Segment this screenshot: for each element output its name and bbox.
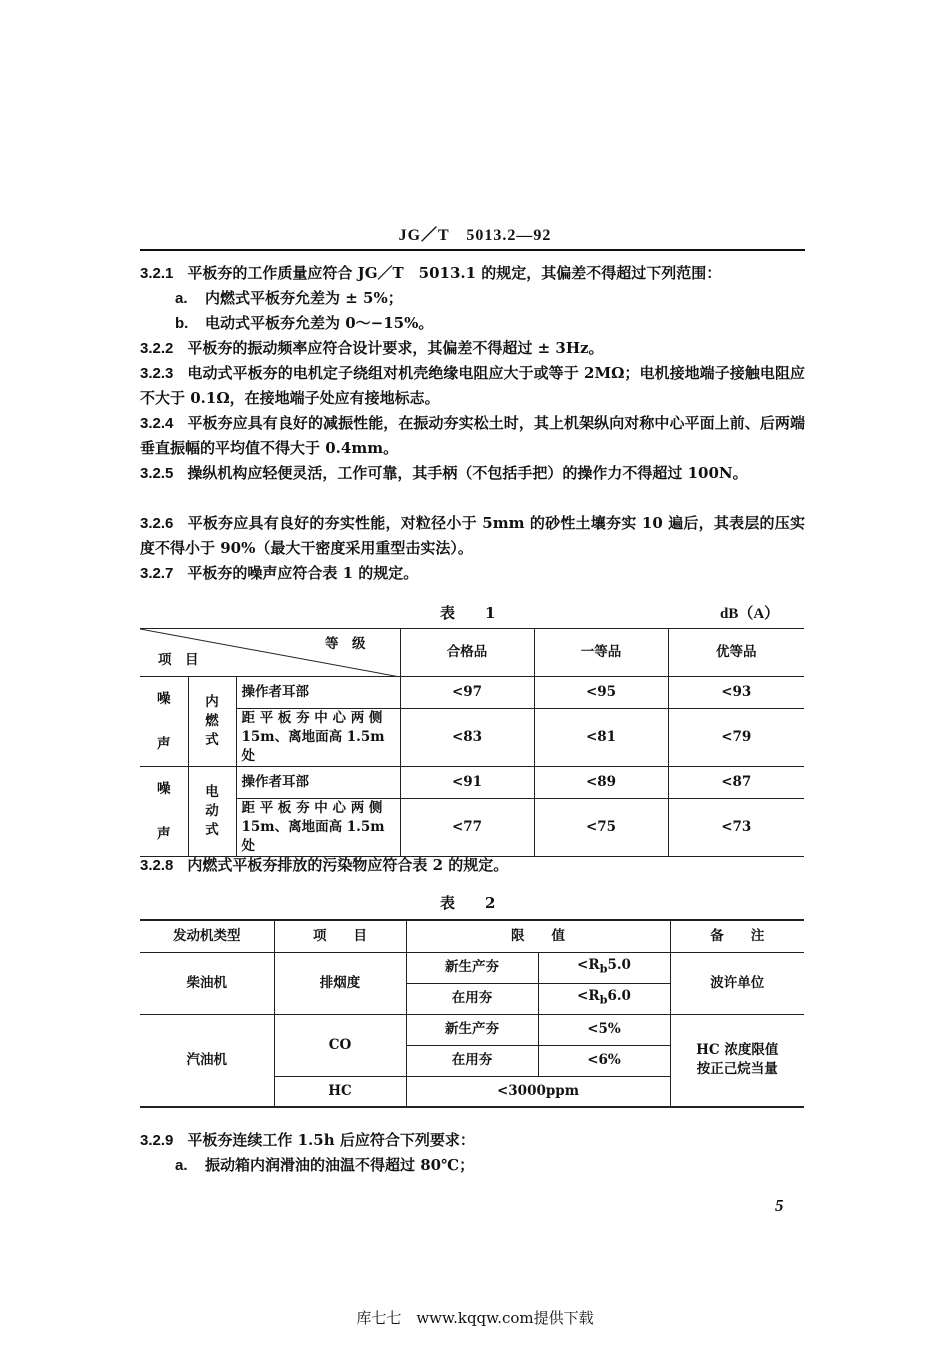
row-group-label: [140, 767, 188, 857]
noise-char: 噪: [157, 780, 171, 797]
column-header: 合格品: [400, 629, 534, 677]
clause-3-2-2: [140, 336, 805, 361]
table1-unit: dB（A）: [720, 606, 780, 622]
noise-char: 噪: [157, 690, 171, 707]
list-item: [175, 286, 403, 311]
ice-char: 式: [205, 732, 219, 748]
diagonal-header-cell: [140, 629, 400, 677]
elec-char: 电: [205, 784, 219, 800]
condition-cell: 新生产夯: [406, 1014, 538, 1045]
position-line: 距 平 板 夯 中 心 两 侧: [241, 800, 383, 816]
clause-number: 3.2.7: [140, 565, 174, 582]
remark-line: HC 浓度限值: [696, 1042, 779, 1059]
clause-text: 平板夯的振动频率应符合设计要求，其偏差不得超过 ± 3Hz。: [187, 339, 604, 357]
sound-char: 声: [157, 735, 171, 752]
table1-caption: 表 1: [440, 604, 496, 622]
diag-top-label: 等 级: [325, 636, 366, 652]
item-cell: CO: [274, 1014, 406, 1076]
clause-number: 3.2.1: [140, 265, 174, 282]
table-row: [140, 952, 804, 983]
clause-number: 3.2.8: [140, 857, 174, 874]
item-cell: 排烟度: [274, 952, 406, 1014]
column-header: 一等品: [534, 629, 668, 677]
limit-cell: <5%: [538, 1014, 670, 1045]
item-label: a.: [175, 1157, 188, 1174]
clause-3-2-6: [140, 511, 805, 561]
table-header-row: [140, 629, 804, 677]
value-cell: <79: [668, 709, 804, 767]
item-text: 电动式平板夯允差为 0～−15%。: [205, 314, 434, 332]
sound-char: 声: [157, 825, 171, 842]
clause-text: 平板夯应具有良好的夯实性能，对粒径小于 5mm 的砂性土壤夯实 10 遍后，其表层的压实度不得小于 90%（最大干密度采用重型击实法）。: [140, 514, 805, 557]
table1: [140, 628, 804, 857]
clause-3-2-4: [140, 411, 805, 461]
limit-subscript: b: [599, 961, 608, 976]
clause-3-2-1: [140, 261, 805, 286]
value-cell: <91: [400, 767, 534, 799]
table-row: [140, 677, 804, 709]
column-header: 发动机类型: [140, 920, 274, 952]
clause-number: 3.2.3: [140, 365, 174, 382]
value-cell: <95: [534, 677, 668, 709]
clause-text: 电动式平板夯的电机定子绕组对机壳绝缘电阻应大于或等于 2MΩ；电机接地端子接触电阻应不大于 0.1Ω，在接地端子处应有接地标志。: [140, 364, 805, 407]
item-text: 振动箱内润滑油的油温不得超过 80℃；: [205, 1156, 475, 1174]
condition-cell: 新生产夯: [406, 952, 538, 983]
limit-subscript: b: [599, 992, 608, 1007]
footer-watermark: 库七七 www.kqqw.com提供下载: [356, 1309, 594, 1327]
remark-line: 按正己烷当量: [696, 1061, 778, 1078]
item-label: a.: [175, 290, 188, 307]
value-cell: <89: [534, 767, 668, 799]
elec-char: 动: [205, 803, 219, 819]
value-cell: <77: [400, 799, 534, 857]
limit-value: 5.0: [607, 957, 631, 974]
list-item: [175, 311, 433, 336]
column-header: 限 值: [406, 920, 670, 952]
clause-3-2-9: [140, 1128, 805, 1153]
remark-cell: [670, 1014, 804, 1107]
limit-prefix: <R: [577, 988, 600, 1005]
item-label: b.: [175, 315, 189, 332]
value-cell: <73: [668, 799, 804, 857]
value-cell: <87: [668, 767, 804, 799]
ice-char: 内: [205, 694, 219, 710]
engine-type-electric: [188, 767, 236, 857]
page-number: 5: [775, 1196, 784, 1215]
list-item: [175, 1153, 474, 1178]
clause-number: 3.2.6: [140, 515, 174, 532]
table-row: [140, 1014, 804, 1045]
position-line: 距 平 板 夯 中 心 两 侧: [241, 710, 383, 726]
table2-caption: 表 2: [440, 894, 496, 912]
clause-3-2-7: [140, 561, 805, 586]
position-cell: 操作者耳部: [236, 677, 400, 709]
condition-cell: 在用夯: [406, 983, 538, 1014]
table2: [140, 919, 804, 1108]
engine-cell: 汽油机: [140, 1014, 274, 1107]
clause-number: 3.2.5: [140, 465, 174, 482]
clause-text: 平板夯的噪声应符合表 1 的规定。: [187, 564, 419, 582]
table-row: [140, 767, 804, 799]
position-line: 15m、离地面高 1.5m 处: [241, 819, 385, 854]
ice-char: 燃: [205, 713, 219, 729]
engine-cell: 柴油机: [140, 952, 274, 1014]
limit-prefix: <R: [577, 957, 600, 974]
item-cell: HC: [274, 1076, 406, 1107]
column-header: 备 注: [670, 920, 804, 952]
limit-cell: <3000ppm: [406, 1076, 670, 1107]
table-row: [140, 709, 804, 767]
engine-type-ice: [188, 677, 236, 767]
header-rule: [140, 249, 805, 251]
column-header: 项 目: [274, 920, 406, 952]
clause-3-2-3: [140, 361, 805, 411]
clause-text: 平板夯的工作质量应符合 JG／T 5013.1 的规定，其偏差不得超过下列范围：: [187, 264, 722, 282]
row-group-label: [140, 677, 188, 767]
table-row: [140, 799, 804, 857]
clause-number: 3.2.9: [140, 1132, 174, 1149]
clause-text: 平板夯连续工作 1.5h 后应符合下列要求：: [187, 1131, 475, 1149]
position-cell: [236, 799, 400, 857]
value-cell: <97: [400, 677, 534, 709]
diag-bottom-label: 项 目: [158, 652, 199, 668]
position-cell: [236, 709, 400, 767]
document-header: JG／T 5013.2—92: [398, 227, 552, 244]
remark-cell: 波许单位: [670, 952, 804, 1014]
clause-3-2-8: [140, 853, 805, 878]
elec-char: 式: [205, 822, 219, 838]
value-cell: <93: [668, 677, 804, 709]
limit-cell: <6%: [538, 1045, 670, 1076]
clause-3-2-5: [140, 461, 805, 486]
limit-value: 6.0: [607, 988, 631, 1005]
position-cell: 操作者耳部: [236, 767, 400, 799]
clause-text: 内燃式平板夯排放的污染物应符合表 2 的规定。: [187, 856, 509, 874]
limit-cell: [538, 983, 670, 1014]
value-cell: <81: [534, 709, 668, 767]
clause-text: 操纵机构应轻便灵活，工作可靠，其手柄（不包括手把）的操作力不得超过 100N。: [187, 464, 748, 482]
condition-cell: 在用夯: [406, 1045, 538, 1076]
clause-number: 3.2.2: [140, 340, 174, 357]
value-cell: <83: [400, 709, 534, 767]
position-line: 15m、离地面高 1.5m 处: [241, 729, 385, 764]
clause-text: 平板夯应具有良好的减振性能，在振动夯实松土时，其上机架纵向对称中心平面上前、后两端垂直振幅的平均值不得大于 0.4mm。: [140, 414, 805, 457]
clause-number: 3.2.4: [140, 415, 174, 432]
value-cell: <75: [534, 799, 668, 857]
limit-cell: [538, 952, 670, 983]
column-header: 优等品: [668, 629, 804, 677]
table-header-row: [140, 920, 804, 952]
item-text: 内燃式平板夯允差为 ± 5%；: [205, 289, 403, 307]
